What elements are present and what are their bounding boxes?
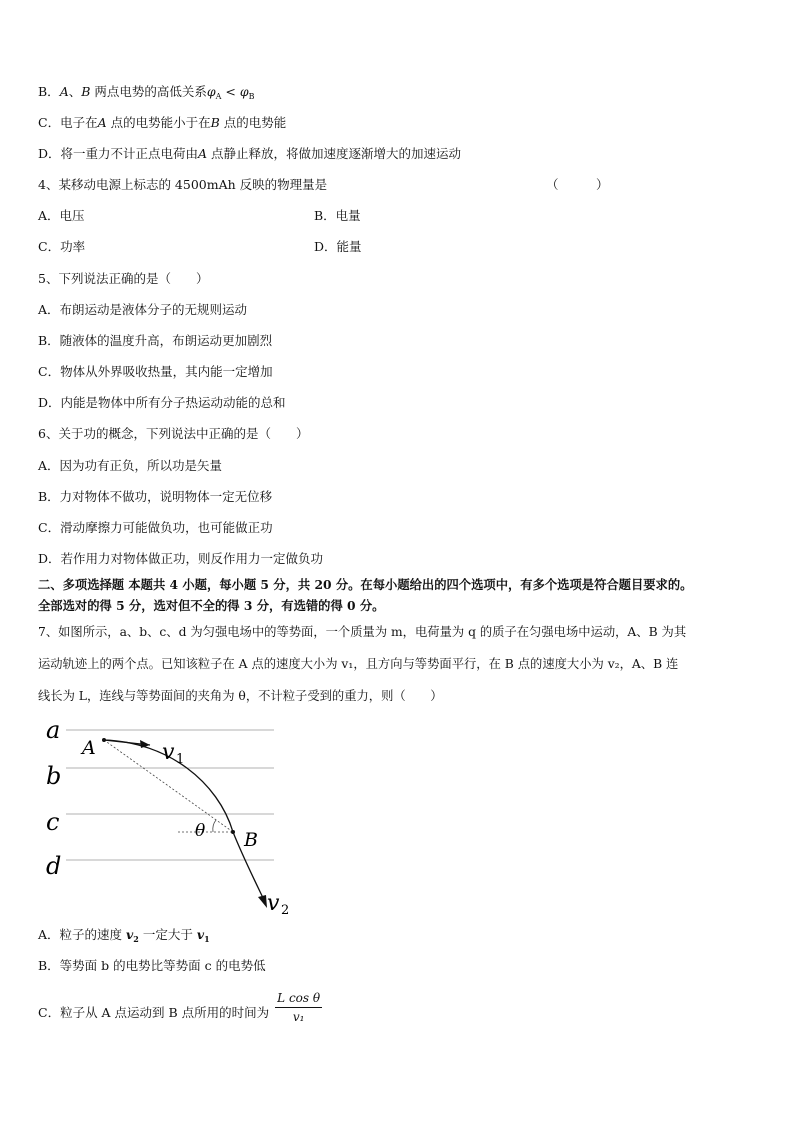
v2-label: v <box>267 891 280 916</box>
q4-option-b: B．电量 <box>314 208 361 223</box>
equipotential-figure <box>38 712 298 918</box>
time-fraction <box>275 991 322 1024</box>
point-b-label: B <box>244 829 258 851</box>
q7-stem-line2: 运动轨迹上的两个点。已知该粒子在 A 点的速度大小为 v₁，且方向与等势面平行，在 B 点的速度大小为 v₂，A、B 连 <box>38 657 679 671</box>
point-b-dot <box>231 830 235 834</box>
q5-option-b: B．随液体的温度升高，布朗运动更加剧烈 <box>38 333 273 348</box>
q5-option-c: C．物体从外界吸收热量，其内能一定增加 <box>38 364 273 379</box>
q6-option-a: A．因为功有正负，所以功是矢量 <box>38 458 223 473</box>
q4-answer-paren: （ ） <box>546 177 609 192</box>
q6-option-b: B．力对物体不做功，说明物体一定无位移 <box>38 489 273 504</box>
point-a-label: A <box>82 737 96 759</box>
q4-stem: 4、某移动电源上标志的 4500mAh 反映的物理量是 <box>38 177 328 192</box>
fraction-denominator: v₁ <box>292 1010 305 1024</box>
q7-stem-line3: 线长为 L，连线与等势面间的夹角为 θ，不计粒子受到的重力，则（ ） <box>38 689 443 703</box>
q6-option-c: C．滑动摩擦力可能做负功，也可能做正功 <box>38 520 273 535</box>
q4-option-c: C．功率 <box>38 239 86 254</box>
section2-instructions-line2: 全部选对的得 5 分，选对但不全的得 3 分，有选错的得 0 分。 <box>38 598 385 613</box>
q7-option-b: B．等势面 b 的电势比等势面 c 的电势低 <box>38 958 266 973</box>
theta-label: θ <box>195 821 206 841</box>
q3-option-d: D．将一重力不计正点电荷由A 点静止释放，将做加速度逐渐增大的加速运动 <box>38 146 462 161</box>
q3-option-b: B．A、B 两点电势的高低关系$\varphi_A < \varphi_B$ <box>38 84 255 101</box>
label-d: d <box>46 852 62 880</box>
theta-arc <box>213 820 216 832</box>
q7-stem-line1: 7、如图所示，a、b、c、d 为匀强电场中的等势面，一个质量为 m，电荷量为 q 的质子在匀强电场中运动，A、B 为其 <box>38 625 687 639</box>
fraction-numerator: L cos θ <box>275 991 322 1008</box>
label-b: b <box>46 762 62 790</box>
q4-option-a: A．电压 <box>38 208 85 223</box>
q7-option-c: C．粒子从 A 点运动到 B 点所用的时间为 $\frac{\text{L cos θ}}{\text{v₁}}$ <box>38 991 321 1024</box>
q4-option-d: D．能量 <box>314 239 362 254</box>
q6-option-d: D．若作用力对物体做正功，则反作用力一定做负功 <box>38 551 324 566</box>
q6-stem: 6、关于功的概念，下列说法中正确的是（ ） <box>38 426 309 441</box>
v1-label: v <box>162 740 175 765</box>
point-a-dot <box>102 738 106 742</box>
q3-option-c: C．电子在A 点的电势能小于在B 点的电势能 <box>38 115 287 130</box>
v1-sub: 1 <box>176 752 185 767</box>
trajectory-curve <box>104 740 265 902</box>
label-a: a <box>46 716 61 744</box>
q5-option-d: D．内能是物体中所有分子热运动动能的总和 <box>38 395 286 410</box>
section2-instructions-line1: 二、多项选择题 本题共 4 小题，每小题 5 分，共 20 分。在每小题给出的四个选项中，有多个选项是符合题目要求的。 <box>38 577 693 592</box>
label-c: c <box>46 808 60 836</box>
q5-stem: 5、下列说法正确的是（ ） <box>38 271 209 286</box>
q5-option-a: A．布朗运动是液体分子的无规则运动 <box>38 302 248 317</box>
v2-sub: 2 <box>281 903 290 918</box>
q7-option-a: A．粒子的速度 $v_2$ 一定大于 $v_1$ <box>38 927 210 944</box>
v2-arrowhead <box>258 895 267 908</box>
